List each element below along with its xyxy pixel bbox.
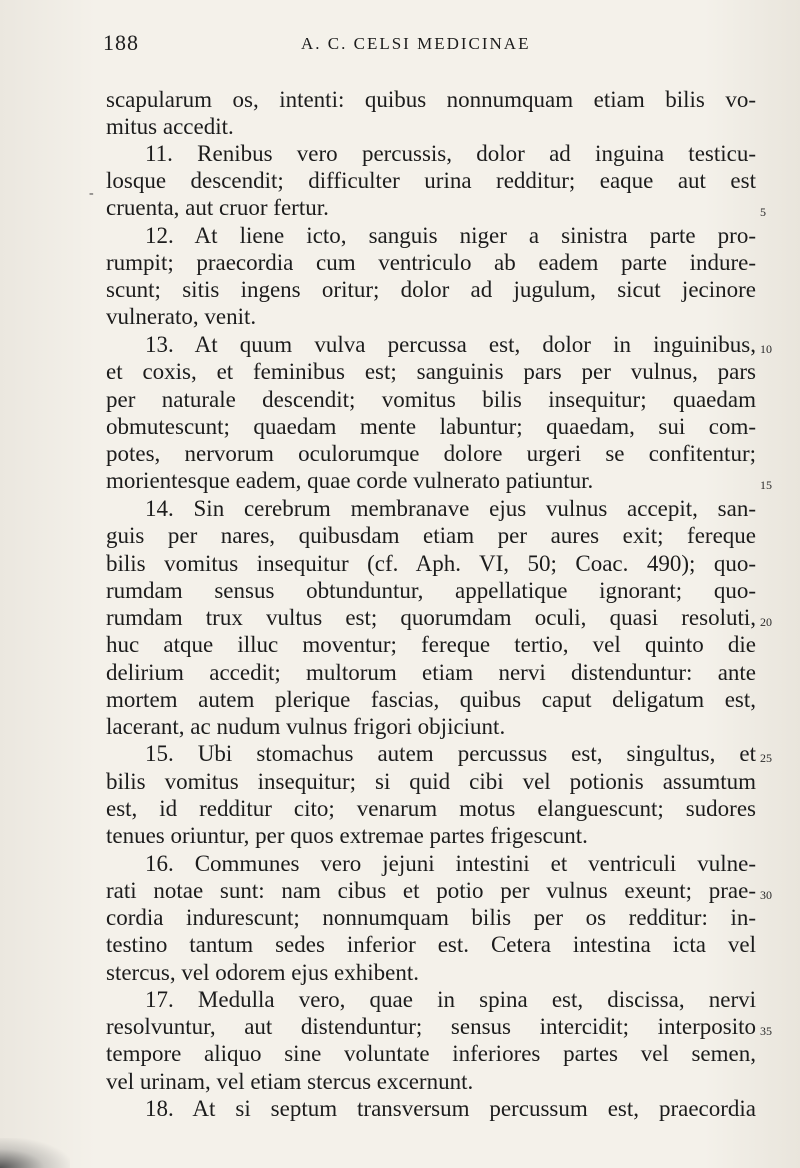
text-line: guis per nares, quibusdam etiam per aures exit; fereque <box>106 523 756 548</box>
text-line: 18. At si septum transversum percussum est, praecordia <box>145 1096 756 1121</box>
line-number: 25 <box>760 751 772 765</box>
text-line: est, id redditur cito; venarum motus elanguescunt; sudores <box>106 796 756 821</box>
text-line: scunt; sitis ingens oritur; dolor ad jugulum, sicut jecinore <box>106 277 756 302</box>
text-line: 17. Medulla vero, quae in spina est, discissa, nervi <box>145 987 756 1012</box>
text-line: rumdam sensus obtunduntur, appellatique ignorant; quo- <box>106 578 756 603</box>
text-line: resolvuntur, aut distenduntur; sensus intercidit; interposito <box>106 1014 756 1039</box>
line-number: 30 <box>760 888 772 902</box>
line-number: 15 <box>760 478 772 492</box>
text-line: testino tantum sedes inferior est. Cetera intestina icta vel <box>106 932 756 957</box>
text-line: 16. Communes vero jejuni intestini et ventriculi vulne- <box>145 851 756 876</box>
text-line: lacerant, ac nudum vulnus frigori objiciunt. <box>106 714 506 739</box>
text-line: 15. Ubi stomachus autem percussus est, singultus, et <box>145 741 756 766</box>
line-number: 35 <box>760 1024 772 1038</box>
page-number: 188 <box>103 30 139 55</box>
margin-mark: - <box>89 186 94 201</box>
text-line: potes, nervorum oculorumque dolore urgeri se confitentur; <box>106 441 756 466</box>
text-line: tempore aliquo sine voluntate inferiores partes vel semen, <box>106 1041 756 1066</box>
text-line: mortem autem plerique fascias, quibus caput deligatum est, <box>106 687 756 712</box>
text-line: vel urinam, vel etiam stercus excernunt. <box>106 1069 474 1094</box>
text-line: per naturale descendit; vomitus bilis insequitur; quaedam <box>106 387 756 412</box>
running-head: A. C. CELSI MEDICINAE <box>301 34 531 53</box>
text-line: 14. Sin cerebrum membranave ejus vulnus accepit, san- <box>145 496 756 521</box>
text-line: tenues oriuntur, per quos extremae partes frigescunt. <box>106 823 588 848</box>
text-line: huc atque illuc moventur; fereque tertio, vel quinto die <box>106 632 756 657</box>
text-line: rumdam trux vultus est; quorumdam oculi, quasi resoluti, <box>106 605 756 630</box>
text-line: cruenta, aut cruor fertur. <box>106 195 329 220</box>
text-line: scapularum os, intenti: quibus nonnumquam etiam bilis vo- <box>106 87 756 112</box>
text-line: 13. At quum vulva percussa est, dolor in inguinibus, <box>145 332 756 357</box>
text-line: losque descendit; difficulter urina redditur; eaque aut est <box>106 168 756 193</box>
line-number: 20 <box>760 615 772 629</box>
text-line: delirium accedit; multorum etiam nervi distenduntur: ante <box>106 660 756 685</box>
text-line: stercus, vel odorem ejus exhibent. <box>106 960 419 985</box>
text-line: 11. Renibus vero percussis, dolor ad inguina testicu- <box>145 141 756 166</box>
text-line: et coxis, et feminibus est; sanguinis pars per vulnus, pars <box>106 359 756 384</box>
text-line: mitus accedit. <box>106 114 234 139</box>
line-number: 10 <box>760 342 772 356</box>
text-line: cordia indurescunt; nonnumquam bilis per os redditur: in- <box>106 905 756 930</box>
text-line: 12. At liene icto, sanguis niger a sinistra parte pro- <box>145 223 756 248</box>
text-line: bilis vomitus insequitur; si quid cibi vel potionis assumtum <box>106 769 756 794</box>
text-line: obmutescunt; quaedam mente labuntur; quaedam, sui com- <box>106 414 756 439</box>
text-line: rati notae sunt: nam cibus et potio per vulnus exeunt; prae- <box>106 878 756 903</box>
text-line: morientesque eadem, quae corde vulnerato patiuntur. <box>106 468 594 493</box>
text-line: bilis vomitus insequitur (cf. Aph. VI, 50; Coac. 490); quo- <box>106 551 756 576</box>
text-line: vulnerato, venit. <box>106 304 257 329</box>
text-line: rumpit; praecordia cum ventriculo ab eadem parte indure- <box>106 250 756 275</box>
line-number: 5 <box>760 205 766 219</box>
page-corner-shadow <box>0 1138 70 1168</box>
